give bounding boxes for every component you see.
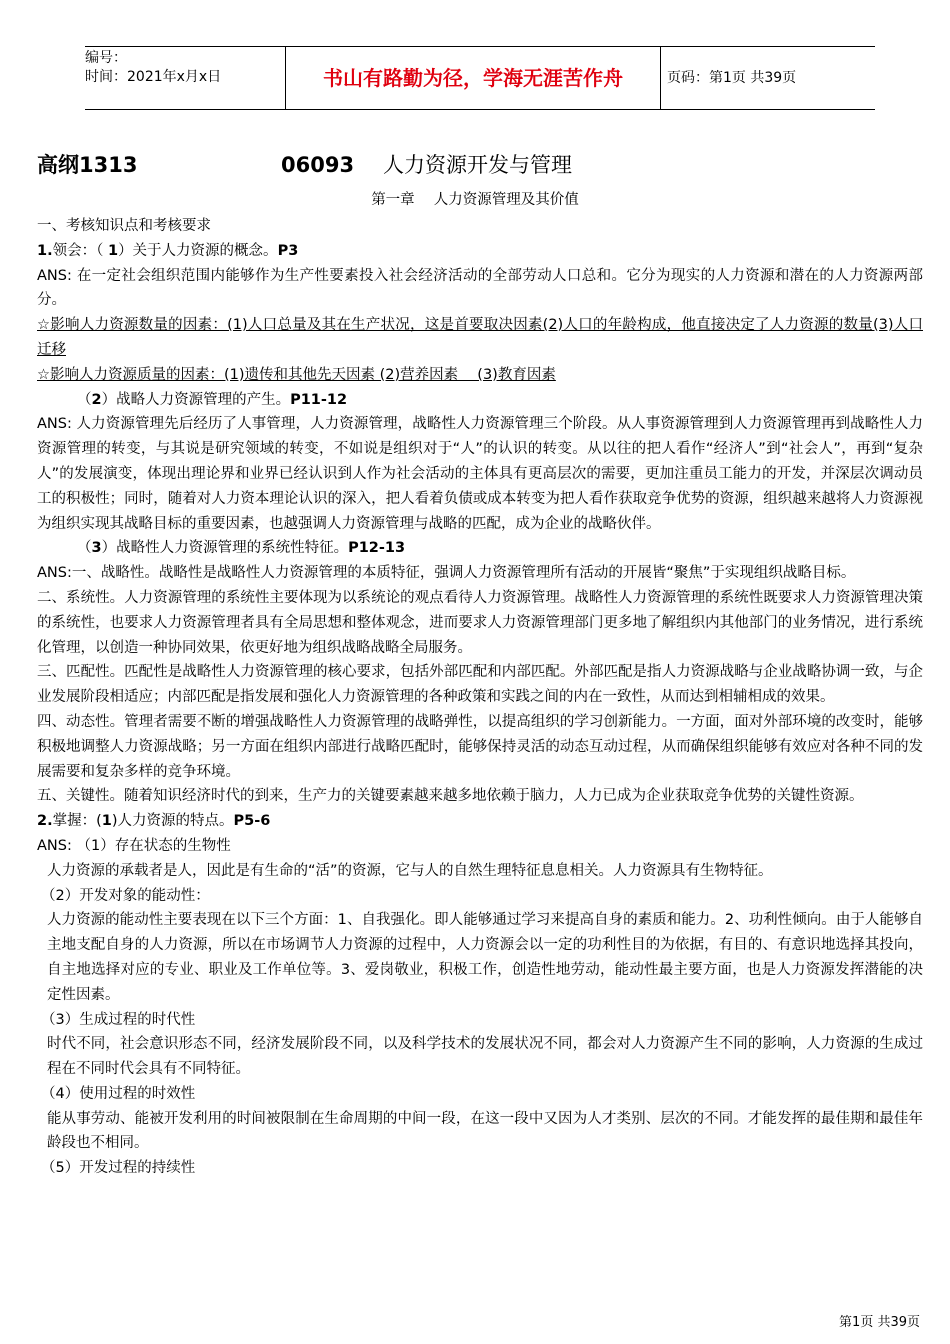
item-heading: 2.掌握：(1)人力资源的特点。P5-6: [37, 813, 271, 830]
underlined-note: ☆影响人力资源数量的因素：(1)人口总量及其在生产状况，这是首要取决因素(2)人口的年龄构成，他直接决定了人力资源的数量(3)人口迁移: [37, 317, 923, 358]
header-number-label: 编号：: [85, 50, 127, 66]
paragraph: ANS: 在一定社会组织范围内能够作为生产性要素投入社会经济活动的全部劳动人口总和。它分为现实的人力资源和潜在的人力资源两部分。: [37, 267, 923, 309]
header-time-label: 时间：2021年x月x日: [85, 69, 222, 85]
paragraph: ANS:一、战略性。战略性是战略性人力资源管理的本质特征，强调人力资源管理所有活动的开展皆“聚焦”于实现组织战略目标。: [37, 565, 856, 582]
paragraph: 人力资源的承载者是人，因此是有生命的“活”的资源，它与人的自然生理特征息息相关。人力资源具有生物特征。: [47, 862, 773, 879]
paragraph: 时代不同，社会意识形态不同，经济发展阶段不同，以及科学技术的发展状况不同，都会对人力资源产生不同的影响，人力资源的生成过程在不同时代会具有不同特征。: [47, 1036, 923, 1078]
subheading: （4）使用过程的时效性: [41, 1085, 196, 1102]
underlined-note: ☆影响人力资源质量的因素：(1)遗传和其他先天因素 (2)营养因素 (3)教育因素: [37, 366, 556, 383]
course-name: 人力资源开发与管理: [383, 153, 572, 177]
section-heading: 一、考核知识点和考核要求: [37, 218, 211, 234]
header-page-info: 页码：第1页 共39页: [667, 70, 797, 86]
paragraph: 人力资源的能动性主要表现在以下三个方面：1、自我强化。即人能够通过学习来提高自身的素质和能力。2、功利性倾向。由于人能够自主地支配自身的人力资源，所以在市场调节人力资源的过程中，人力资源会以一定的功利性目的为依据，有目的、有意识地选择其投向，自主地选择对应的专业、职业及工作单位等。3、爱岗敬业，积极工作，创造性地劳动，能动性最主要方面，也是人力资源发挥潜能的决定性因素。: [47, 912, 923, 1003]
subheading: （2）开发对象的能动性：: [41, 887, 210, 904]
page-footer: 第1页 共39页: [839, 1315, 920, 1330]
paragraph: 能从事劳动、能被开发利用的时间被限制在生命周期的中间一段，在这一段中又因为人才类别、层次的不同。才能发挥的最佳期和最佳年龄段也不相同。: [47, 1110, 923, 1152]
item-heading: 1.领会：（ 1）关于人力资源的概念。P3: [37, 242, 299, 259]
header-meta: [85, 47, 285, 111]
item-heading: （2）战略人力资源管理的产生。P11-12: [77, 391, 348, 408]
subheading: （3）生成过程的时代性: [41, 1011, 196, 1028]
paragraph: 五、关键性。随着知识经济时代的到来，生产力的关键要素越来越多地依赖于脑力，人力已成为企业获取竞争优势的关键性资源。: [37, 788, 864, 805]
header-motto: 书山有路勤为径，学海无涯苦作舟: [285, 47, 661, 109]
subheading: （5）开发过程的持续性: [41, 1160, 196, 1177]
item-heading: （3）战略性人力资源管理的系统性特征。P12-13: [77, 540, 406, 557]
document-body: [37, 214, 923, 1181]
paragraph: ANS: 人力资源管理先后经历了人事管理，人力资源管理，战略性人力资源管理三个阶段。从人事资源管理到人力资源管理再到战略性人力资源管理的转变，与其说是研究领域的转变，不如说是组织对于“人”的认识的转变。从以往的把人看作“经济人”到“社会人”，再到“复杂人”的发展演变，体现出理论界和业界已经认识到人作为社会活动的主体具有更高层次的需要，更加注重员工能力的开发，并深层次调动员工的积极性；同时，随着对人力资本理论认识的深入，把人看着负债或成本转变为把人看作获取竞争优势的资源，组织越来越将人力资源视为组织实现其战略目标的重要因素，也越强调人力资源管理与战略的匹配，成为企业的战略伙伴。: [37, 416, 923, 532]
document-title: [37, 150, 917, 180]
paragraph: 三、匹配性。匹配性是战略性人力资源管理的核心要求，包括外部匹配和内部匹配。外部匹配是指人力资源战略与企业战略协调一致，与企业发展阶段相适应；内部匹配是指发展和强化人力资源管理的各种政策和实践之间的内在一致性，从而达到相辅相成的效果。: [37, 664, 923, 706]
paragraph: 二、系统性。人力资源管理的系统性主要体现为以系统论的观点看待人力资源管理。战略性人力资源管理的系统性既要求人力资源管理决策的系统性，也要求人力资源管理者具有全局思想和整体观念，进而要求人力资源管理部门更多地了解组织内其他部门的业务情况，进行系统化管理，以创造一种协同效果，依更好地为组织战略战略全局服务。: [37, 589, 923, 656]
course-code-prefix: 高纲1313: [37, 153, 138, 177]
paragraph: 四、动态性。管理者需要不断的增强战略性人力资源管理的战略弹性，以提高组织的学习创新能力。一方面，面对外部环境的改变时，能够积极地调整人力资源战略；另一方面在组织内部进行战略匹配时，能够保持灵活的动态互动过程，从而确保组织能够有效应对各种不同的发展需要和复杂多样的竞争环境。: [37, 713, 923, 780]
exam-code: 06093: [281, 153, 355, 177]
chapter-title: 第一章 人力资源管理及其价值: [371, 192, 579, 208]
document-header: [85, 46, 875, 110]
paragraph: ANS: （1）存在状态的生物性: [37, 837, 231, 854]
